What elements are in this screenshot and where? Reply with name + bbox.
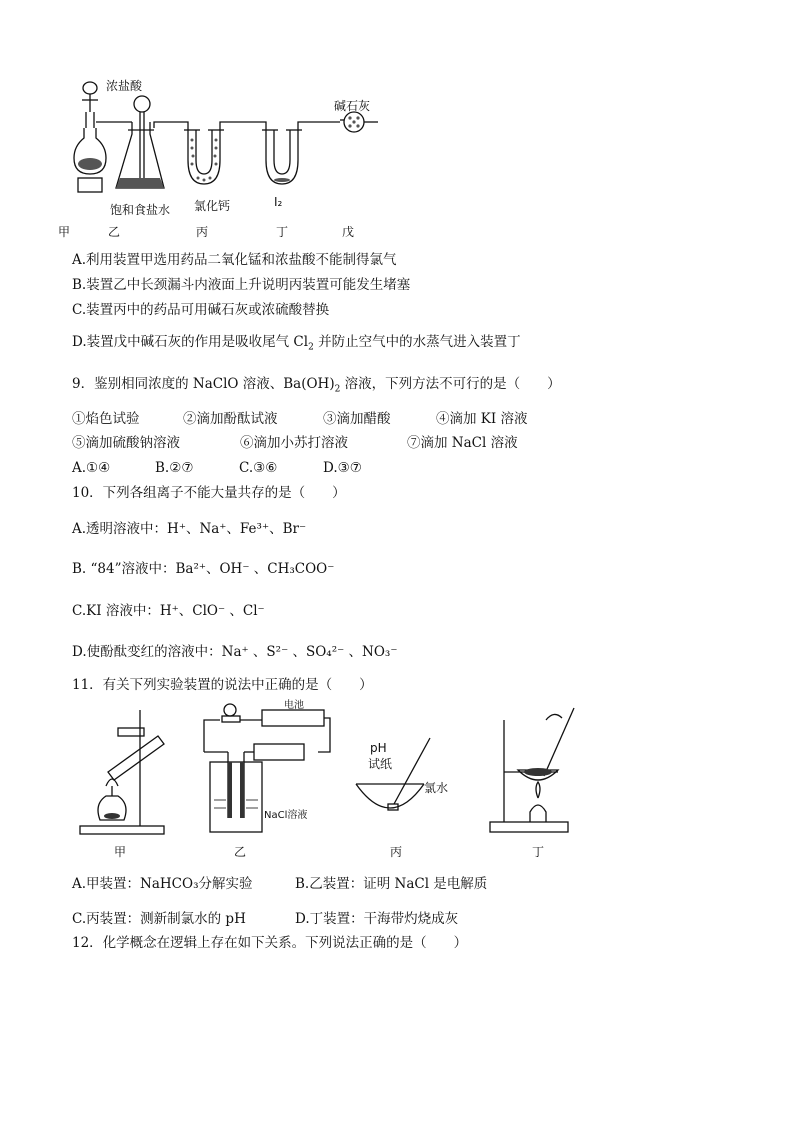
q8-option-d <box>72 333 521 351</box>
caption-bing: 丙 <box>196 225 209 239</box>
q9-stem-a: 9．鉴别相同浓度的 NaClO 溶液、Ba <box>72 376 302 392</box>
q9-method-2: ②滴加酚酞试液 <box>183 411 278 427</box>
label-battery: 电池 <box>284 700 304 711</box>
label-nacl-solution: NaCl溶液 <box>264 810 308 821</box>
q10-stem: 10．下列各组离子不能大量共存的是（ ） <box>72 485 346 501</box>
q11-stem: 11．有关下列实验装置的说法中正确的是（ ） <box>72 677 373 693</box>
q8-d-subscript: 2 <box>308 342 314 353</box>
q9-method-5: ⑤滴加硫酸钠溶液 <box>72 435 180 451</box>
label-calcium-chloride: 氯化钙 <box>194 199 231 213</box>
caption-jia-2: 甲 <box>114 845 127 859</box>
label-conc-hcl: 浓盐酸 <box>106 79 143 93</box>
label-soda-lime: 碱石灰 <box>334 99 371 113</box>
q8-option-c: C.装置丙中的药品可用碱石灰或浓硫酸替换 <box>72 302 330 318</box>
q9-stem-c: 溶液，下列方法不可行的是（ ） <box>340 376 561 392</box>
q10-option-d: D.使酚酞变红的溶液中：Na⁺ 、S²⁻ 、SO₄²⁻ 、NO₃⁻ <box>72 644 398 660</box>
label-chlorine-water: 氯水 <box>424 781 449 795</box>
q8-d-tail: 并防止空气中的水蒸气进入装置丁 <box>313 334 521 350</box>
label-ph: pH <box>370 741 387 755</box>
q9-method-6: ⑥滴加小苏打溶液 <box>240 435 348 451</box>
q9-method-7: ⑦滴加 NaCl 溶液 <box>407 435 518 451</box>
q10-option-b: B. “84”溶液中：Ba²⁺、OH⁻ 、CH₃COO⁻ <box>72 561 335 577</box>
q9-method-1: ①焰色试验 <box>72 411 140 427</box>
q11-option-d: D.丁装置：干海带灼烧成灰 <box>295 911 459 927</box>
q9-stem <box>72 375 561 393</box>
label-test-paper: 试纸 <box>368 757 393 771</box>
q11-option-c: C.丙装置：测新制氯水的 pH <box>72 911 246 927</box>
apparatus-figure-1 <box>58 68 400 240</box>
q9-option-d: D.③⑦ <box>323 460 362 476</box>
q8-option-a: A.利用装置甲选用药品二氧化锰和浓盐酸不能制得氯气 <box>72 252 397 268</box>
q9-option-b: B.②⑦ <box>155 460 194 476</box>
q8-option-b: B.装置乙中长颈漏斗内液面上升说明丙装置可能发生堵塞 <box>72 277 411 293</box>
q10-option-a: A.透明溶液中：H⁺、Na⁺、Fe³⁺、Br⁻ <box>72 521 307 537</box>
label-saturated-brine: 饱和食盐水 <box>110 203 171 217</box>
q9-stem-subscript: 2 <box>334 384 341 395</box>
caption-ding-2: 丁 <box>532 845 545 859</box>
q10-option-c: C.KI 溶液中：H⁺、ClO⁻ 、Cl⁻ <box>72 603 265 619</box>
apparatus-figure-2 <box>78 700 588 862</box>
caption-wu: 戊 <box>342 225 355 239</box>
caption-bing-2: 丙 <box>390 845 403 859</box>
q8-d-text: D.装置戊中碱石灰的作用是吸收尾气 Cl <box>72 334 309 350</box>
caption-yi-2: 乙 <box>234 845 247 859</box>
q11-option-a: A.甲装置：NaHCO₃分解实验 <box>72 876 253 892</box>
caption-ding: 丁 <box>276 225 289 239</box>
q9-option-a: A.①④ <box>72 460 111 476</box>
q11-option-b: B.乙装置：证明 NaCl 是电解质 <box>295 876 488 892</box>
q9-option-c: C.③⑥ <box>239 460 278 476</box>
q9-method-3: ③滴加醋酸 <box>323 411 391 427</box>
q9-stem-b: (OH) <box>301 376 335 392</box>
label-iodine: I₂ <box>274 195 283 209</box>
q12-stem: 12．化学概念在逻辑上存在如下关系。下列说法正确的是（ ） <box>72 935 468 951</box>
q9-method-4: ④滴加 KI 溶液 <box>436 411 528 427</box>
caption-yi: 乙 <box>108 225 121 239</box>
caption-jia: 甲 <box>58 225 71 239</box>
